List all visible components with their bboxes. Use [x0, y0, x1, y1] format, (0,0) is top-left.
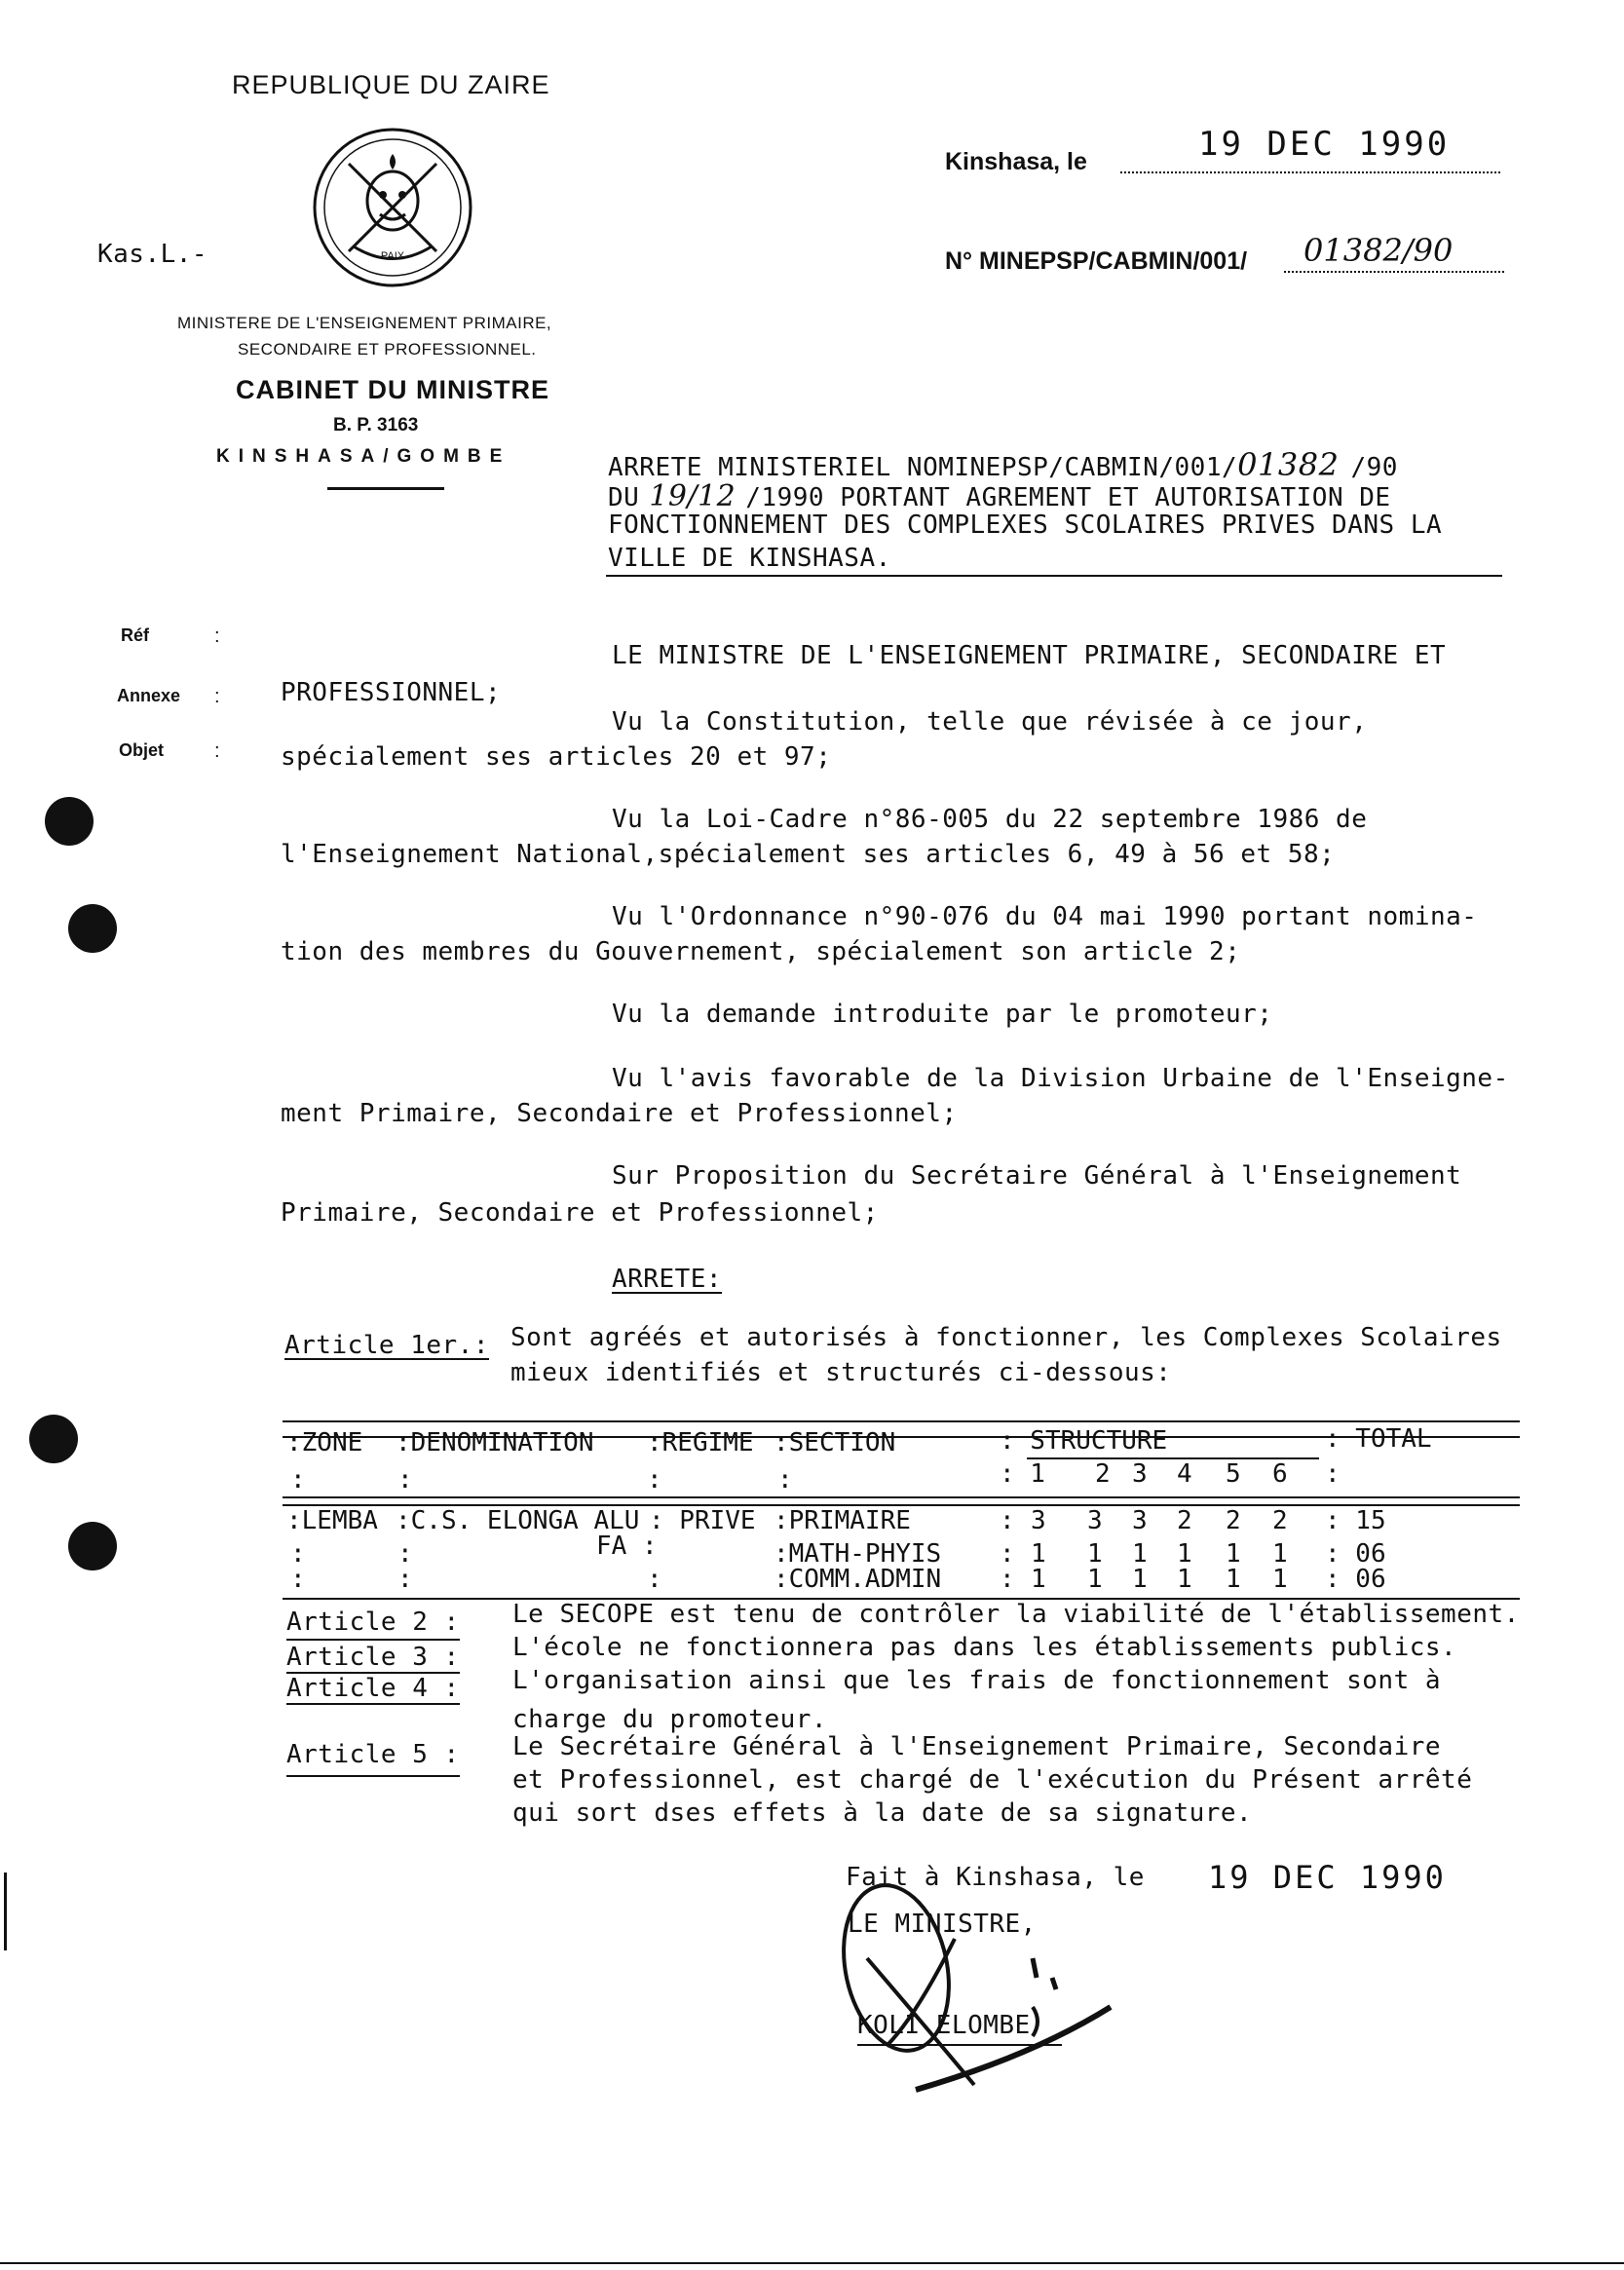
header-regime: :REGIME	[647, 1428, 754, 1457]
ministry-line-1: MINISTERE DE L'ENSEIGNEMENT PRIMAIRE,	[177, 314, 552, 332]
po-box: B. P. 3163	[333, 415, 419, 435]
article-4-underline	[286, 1703, 460, 1705]
article-1-line-1: Sont agréés et autorisés à fonctionner, les Complexes Scolaires	[510, 1323, 1502, 1352]
row-2-denomination: :	[397, 1539, 413, 1569]
article-1-label: Article 1er.:	[284, 1331, 489, 1360]
objet-label: Objet	[119, 740, 165, 760]
header-total: : TOTAL	[1325, 1424, 1432, 1454]
article-5-text-3: qui sort dses effets à la date de sa signature.	[512, 1798, 1253, 1828]
row-3-total: : 06	[1325, 1565, 1386, 1594]
subheader-section-colon: :	[777, 1465, 793, 1494]
row-3-val-4: 1	[1177, 1565, 1192, 1594]
row-3-section: :COMM.ADMIN	[774, 1565, 942, 1594]
row-1-total: : 15	[1325, 1506, 1386, 1535]
row-1-denomination: :C.S. ELONGA ALU	[396, 1506, 640, 1535]
row-2-val-2: 1	[1087, 1539, 1103, 1569]
reference-code: Kas.L.-	[97, 240, 208, 269]
structure-col-end: :	[1325, 1459, 1341, 1489]
annexe-colon: :	[214, 686, 220, 707]
row-1-lead-colon: :	[1000, 1506, 1015, 1535]
decree-title-line-3: FONCTIONNEMENT DES COMPLEXES SCOLAIRES PRIVES DANS LA	[608, 511, 1443, 540]
row-1-val-1: 3	[1031, 1506, 1046, 1535]
svg-text:PAIX: PAIX	[380, 250, 405, 262]
signature-date-stamp: 19 DEC 1990	[1208, 1859, 1447, 1896]
article-2-text: Le SECOPE est tenu de contrôler la viabilité de l'établissement.	[512, 1600, 1520, 1629]
article-4-text-2: charge du promoteur.	[512, 1705, 828, 1734]
row-3-val-2: 1	[1087, 1565, 1103, 1594]
row-2-denomination-cont: FA :	[596, 1532, 658, 1561]
article-5-text-2: et Professionnel, est chargé de l'exécution du Présent arrêté	[512, 1765, 1473, 1795]
date-stamp: 19 DEC 1990	[1198, 125, 1451, 164]
row-3-denomination: :	[397, 1565, 413, 1594]
row-1-val-3: 3	[1132, 1506, 1148, 1535]
decree-title-line-4: VILLE DE KINSHASA.	[608, 544, 891, 573]
minister-title: LE MINISTRE,	[848, 1910, 1037, 1939]
table-header-rule-2	[283, 1496, 1520, 1498]
structure-col-6: 6	[1272, 1459, 1288, 1489]
header-denomination: :DENOMINATION	[396, 1428, 594, 1457]
article-4-text-1: L'organisation ainsi que les frais de fonctionnement sont à	[512, 1666, 1442, 1695]
article-5-label: Article 5 :	[286, 1740, 460, 1769]
objet-colon: :	[214, 740, 220, 762]
punch-hole-2	[68, 904, 117, 953]
punch-hole-1	[45, 797, 94, 846]
row-2-total: : 06	[1325, 1539, 1386, 1569]
ministry-line-2: SECONDAIRE ET PROFESSIONNEL.	[238, 340, 537, 359]
header-zone: :ZONE	[286, 1428, 363, 1457]
number-dotted-line	[1284, 271, 1504, 273]
row-1-zone: :LEMBA	[286, 1506, 378, 1535]
structure-col-5: 5	[1226, 1459, 1241, 1489]
constitution-line-1: Vu la Constitution, telle que révisée à ce jour,	[612, 707, 1368, 737]
subheader-denomination-colon: :	[397, 1465, 413, 1494]
row-3-val-1: 1	[1031, 1565, 1046, 1594]
annexe-label: Annexe	[117, 686, 181, 705]
article-2-underline	[286, 1639, 460, 1641]
article-5-underline	[286, 1775, 460, 1777]
document-number-label: N° MINEPSP/CABMIN/001/	[945, 247, 1248, 275]
structure-col-1: : 1	[1000, 1459, 1045, 1489]
row-1-val-5: 2	[1226, 1506, 1241, 1535]
subheader-regime-colon: :	[647, 1465, 662, 1494]
row-1-regime: : PRIVE	[649, 1506, 756, 1535]
structure-col-4: 4	[1177, 1459, 1192, 1489]
coat-of-arms-seal	[310, 125, 475, 290]
row-3-regime: :	[647, 1565, 662, 1594]
article-5-text-1: Le Secrétaire Général à l'Enseignement Primaire, Secondaire	[512, 1732, 1442, 1761]
arrete-heading: ARRETE:	[612, 1265, 723, 1294]
article-3-text: L'école ne fonctionnera pas dans les établissements publics.	[512, 1633, 1457, 1662]
row-3-val-6: 1	[1272, 1565, 1288, 1594]
loi-cadre-line-1: Vu la Loi-Cadre n°86-005 du 22 septembre 1986 de	[612, 805, 1368, 834]
article-3-label: Article 3 :	[286, 1643, 460, 1672]
handwritten-signature	[809, 1880, 1218, 2134]
row-3-val-5: 1	[1226, 1565, 1241, 1594]
demande-line: Vu la demande introduite par le promoteur;	[612, 1000, 1273, 1029]
cabinet-heading: CABINET DU MINISTRE	[236, 375, 549, 404]
place-label: Kinshasa, le	[945, 148, 1087, 175]
title-underline	[606, 575, 1502, 577]
row-2-val-3: 1	[1132, 1539, 1148, 1569]
ref-label: Réf	[121, 625, 150, 645]
row-1-val-2: 3	[1087, 1506, 1103, 1535]
punch-hole-4	[68, 1522, 117, 1570]
proposition-line-2: Primaire, Secondaire et Professionnel;	[281, 1198, 879, 1228]
loi-cadre-line-2: l'Enseignement National,spécialement ses articles 6, 49 à 56 et 58;	[281, 840, 1336, 869]
constitution-line-2: spécialement ses articles 20 et 97;	[281, 742, 832, 772]
date-dotted-line	[1120, 171, 1500, 173]
row-1-val-4: 2	[1177, 1506, 1192, 1535]
punch-hole-3	[29, 1415, 78, 1463]
row-3-zone: :	[290, 1565, 306, 1594]
ordonnance-line-1: Vu l'Ordonnance n°90-076 du 04 mai 1990 portant nomina-	[612, 902, 1478, 931]
structure-col-2: 2	[1095, 1459, 1111, 1489]
subheader-zone-colon: :	[290, 1465, 306, 1494]
done-at-line: Fait à Kinshasa, le	[846, 1863, 1145, 1892]
avis-line-1: Vu l'avis favorable de la Division Urbaine de l'Enseigne-	[612, 1064, 1509, 1093]
header-structure: : STRUCTURE	[1000, 1426, 1168, 1456]
table-top-rule	[283, 1420, 1520, 1422]
row-3-lead-colon: :	[1000, 1565, 1015, 1594]
row-1-section: :PRIMAIRE	[774, 1506, 911, 1535]
document-number-handwritten: 01382/90	[1303, 232, 1454, 269]
row-2-val-6: 1	[1272, 1539, 1288, 1569]
row-2-val-5: 1	[1226, 1539, 1241, 1569]
row-3-val-3: 1	[1132, 1565, 1148, 1594]
minister-preamble-line-2: PROFESSIONNEL;	[281, 678, 502, 707]
ref-colon: :	[214, 625, 220, 647]
row-2-val-4: 1	[1177, 1539, 1192, 1569]
ordonnance-line-2: tion des membres du Gouvernement, spécialement son article 2;	[281, 937, 1241, 966]
republic-heading: REPUBLIQUE DU ZAIRE	[232, 70, 550, 99]
footer-rule	[0, 2262, 1624, 2264]
row-2-val-1: 1	[1031, 1539, 1046, 1569]
decree-title-line-2: DU 19/12 /1990 PORTANT AGREMENT ET AUTORISATION DE	[608, 479, 1391, 513]
proposition-line-1: Sur Proposition du Secrétaire Général à l'Enseignement	[612, 1161, 1462, 1191]
minister-name: KOLI ELOMBE	[857, 2011, 1031, 2040]
row-1-val-6: 2	[1272, 1506, 1288, 1535]
minister-preamble-line-1: LE MINISTRE DE L'ENSEIGNEMENT PRIMAIRE, SECONDAIRE ET	[612, 641, 1447, 670]
article-2-label: Article 2 :	[286, 1608, 460, 1637]
margin-mark	[4, 1873, 7, 1950]
header-section: :SECTION	[774, 1428, 896, 1457]
structure-col-3: 3	[1132, 1459, 1148, 1489]
row-2-zone: :	[290, 1539, 306, 1569]
article-4-label: Article 4 :	[286, 1674, 460, 1703]
location-line: KINSHASA/GOMBE	[216, 446, 511, 467]
row-2-section: :MATH-PHYIS	[774, 1539, 942, 1569]
row-2-lead-colon: :	[1000, 1539, 1015, 1569]
decree-title-line-1: ARRETE MINISTERIEL NOMINEPSP/CABMIN/001/01382 /90	[608, 446, 1398, 483]
location-underline	[327, 487, 444, 490]
avis-line-2: ment Primaire, Secondaire et Professionnel;	[281, 1099, 958, 1128]
article-1-line-2: mieux identifiés et structurés ci-dessous:	[510, 1358, 1172, 1387]
